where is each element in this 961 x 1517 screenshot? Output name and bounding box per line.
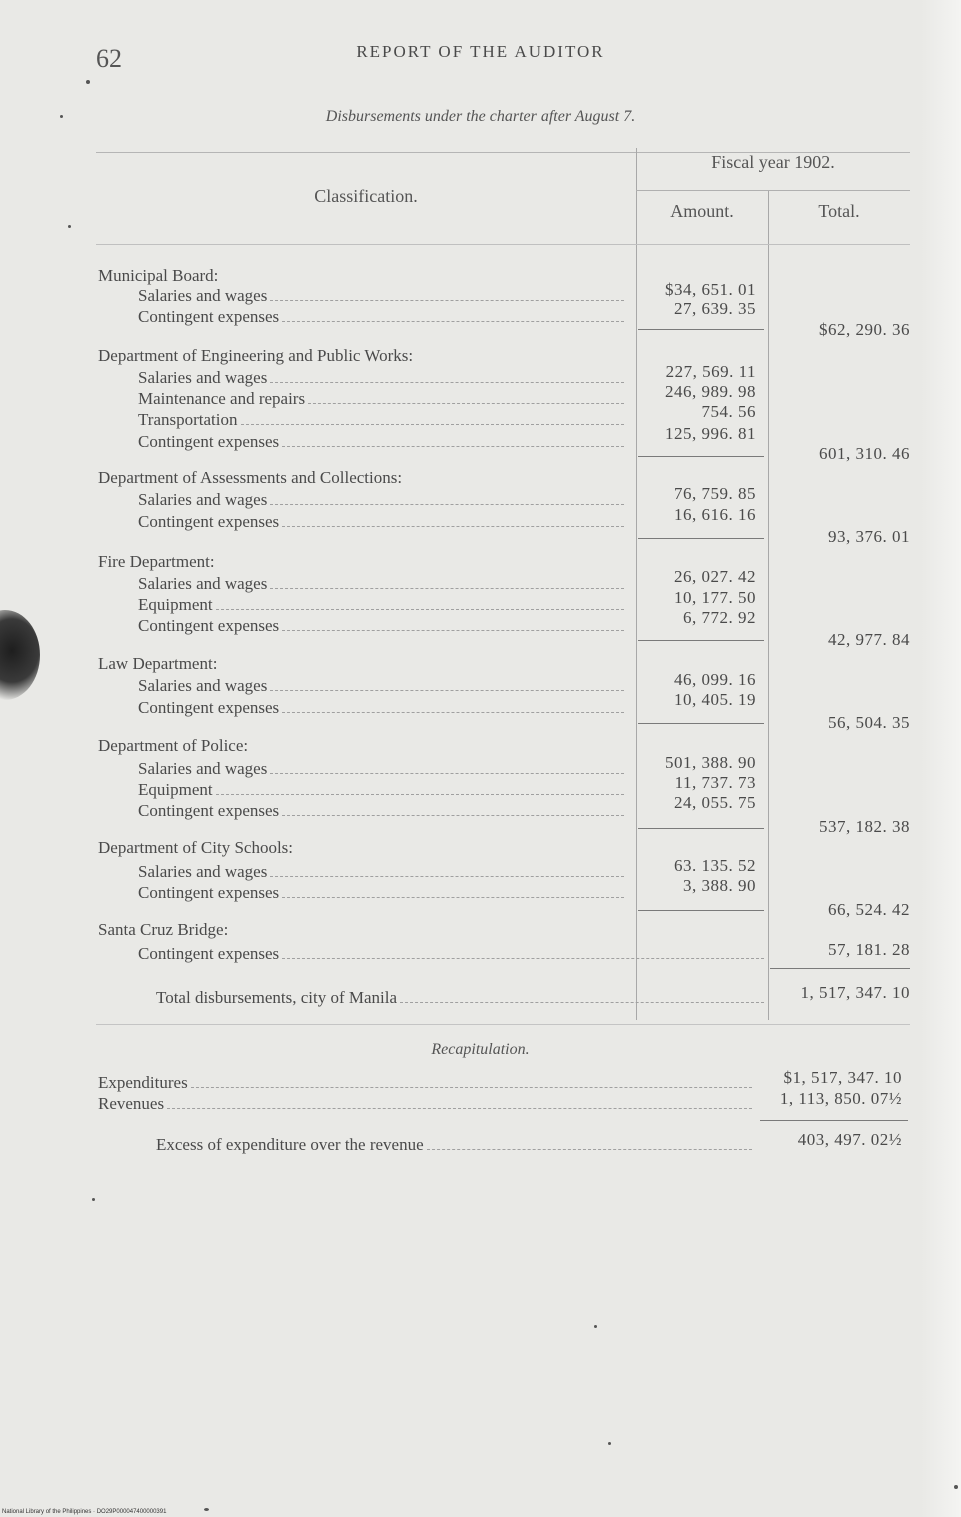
scan-speck: [68, 225, 71, 228]
dot-leader: [282, 630, 624, 631]
group-title: Department of Engineering and Public Works:: [98, 346, 414, 365]
scan-speck: [204, 1508, 209, 1511]
dot-leader: [282, 321, 624, 322]
scan-smudge: [0, 610, 40, 700]
group-title: Department of Assessments and Collections:: [98, 468, 403, 487]
line-item: [138, 572, 624, 594]
item-label: Contingent expenses: [138, 698, 280, 717]
page-number: 62: [96, 44, 122, 73]
item-amount: 26, 027. 42: [674, 567, 756, 586]
item-amount: 16, 616. 16: [674, 505, 756, 524]
item-amount: 27, 639. 35: [674, 299, 756, 318]
item-label: Salaries and wages: [138, 490, 268, 509]
dot-leader: [400, 1002, 764, 1003]
table-caption: Disbursements under the charter after August 7.: [325, 108, 636, 125]
item-amount: 76, 759. 85: [674, 484, 756, 503]
item-label: Equipment: [138, 595, 213, 614]
dot-leader: [167, 1108, 752, 1109]
item-label: Transportation: [138, 410, 238, 429]
dot-leader: [270, 773, 624, 774]
dot-leader: [282, 526, 624, 527]
line-item: [138, 366, 624, 388]
subtotal-rule: [638, 723, 764, 724]
header-total: Total.: [818, 201, 860, 221]
group-title: Municipal Board:: [98, 266, 219, 285]
grand-total-label: Total disbursements, city of Manila: [156, 988, 398, 1007]
item-label: Salaries and wages: [138, 574, 268, 593]
item-amount: 10, 405. 19: [674, 690, 756, 709]
page-edge-shading: [921, 0, 961, 1517]
line-item: [138, 674, 624, 696]
subtotal-rule: [638, 640, 764, 641]
item-label: Maintenance and repairs: [138, 389, 306, 408]
line-item: [138, 778, 624, 800]
item-amount: 63. 135. 52: [674, 856, 756, 875]
scan-speck: [60, 115, 63, 118]
scan-speck: [92, 1198, 95, 1201]
line-item: [138, 510, 624, 532]
item-label: Contingent expenses: [138, 883, 280, 902]
item-amount: 24, 055. 75: [674, 793, 756, 812]
dot-leader: [270, 690, 624, 691]
line-item: [138, 488, 624, 510]
scan-speck: [594, 1325, 597, 1328]
item-amount: 125, 996. 81: [665, 424, 756, 443]
subtotal-rule: [638, 828, 764, 829]
dot-leader: [241, 424, 625, 425]
group-total: 56, 504. 35: [828, 713, 910, 732]
item-amount: 246, 989. 98: [665, 382, 756, 401]
excess-value: 403, 497. 02½: [797, 1130, 902, 1149]
item-label: Salaries and wages: [138, 368, 268, 387]
item-amount: 3, 388. 90: [683, 876, 756, 895]
item-amount: 11, 737. 73: [674, 773, 756, 792]
item-label: Contingent expenses: [138, 944, 280, 963]
dot-leader: [282, 897, 624, 898]
group-title: Santa Cruz Bridge:: [98, 920, 229, 939]
group-total: 93, 376. 01: [828, 527, 910, 546]
scan-speck: [608, 1442, 611, 1445]
line-item: [138, 284, 624, 306]
recap-title: Recapitulation.: [431, 1041, 530, 1058]
dot-leader: [191, 1087, 752, 1088]
header-bottom-rule: [96, 244, 910, 245]
line-item: [138, 305, 624, 327]
grand-total-value: 1, 517, 347. 10: [800, 983, 910, 1002]
item-amount: $34, 651. 01: [665, 280, 756, 299]
group-total: $62, 290. 36: [819, 320, 910, 339]
dot-leader: [216, 794, 624, 795]
item-amount: 10, 177. 50: [674, 588, 756, 607]
recap-value: $1, 517, 347. 10: [783, 1068, 902, 1087]
item-amount: 754. 56: [701, 402, 756, 421]
subtotal-rule: [638, 456, 764, 457]
line-item: [138, 860, 624, 882]
header-amount: Amount.: [670, 201, 734, 221]
recap-row: [98, 1071, 752, 1093]
subtotal-rule: [638, 538, 764, 539]
table-bottom-rule: [96, 1024, 910, 1025]
item-label: Salaries and wages: [138, 862, 268, 881]
group-title: Department of Police:: [98, 736, 249, 755]
subtotal-rule: [638, 329, 764, 330]
recap-label: Expenditures: [98, 1073, 188, 1092]
running-head: REPORT OF THE AUDITOR: [356, 42, 605, 61]
fiscal-year-rule: [636, 190, 910, 191]
excess-label: Excess of expenditure over the revenue: [156, 1135, 424, 1154]
group-title: Department of City Schools:: [98, 838, 294, 857]
item-label: Equipment: [138, 780, 213, 799]
dot-leader: [282, 446, 624, 447]
footer-credit: National Library of the Philippines · DO29P000047400000391: [2, 1509, 167, 1515]
item-label: Contingent expenses: [138, 616, 280, 635]
recap-sum-rule: [760, 1120, 908, 1121]
recap-label: Revenues: [98, 1094, 165, 1113]
grand-total-row: [156, 986, 764, 1008]
item-amount: 6, 772. 92: [683, 608, 756, 627]
line-item: [138, 387, 624, 409]
group-total: 42, 977. 84: [828, 630, 910, 649]
dot-leader: [270, 588, 624, 589]
excess-row: [156, 1133, 752, 1155]
item-label: Salaries and wages: [138, 676, 268, 695]
dot-leader: [270, 876, 624, 877]
dot-leader: [282, 958, 764, 959]
item-label: Salaries and wages: [138, 286, 268, 305]
item-label: Contingent expenses: [138, 307, 280, 326]
dot-leader: [282, 712, 624, 713]
item-label: Salaries and wages: [138, 759, 268, 778]
group-total: 66, 524. 42: [828, 900, 910, 919]
grand-total-rule: [770, 968, 910, 969]
line-item: [138, 799, 624, 821]
recap-value: 1, 113, 850. 07½: [779, 1089, 902, 1108]
scan-speck: [954, 1485, 958, 1489]
dot-leader: [270, 300, 624, 301]
line-item: [138, 593, 624, 615]
item-label: Contingent expenses: [138, 801, 280, 820]
item-amount: 501, 388. 90: [665, 753, 756, 772]
dot-leader: [216, 609, 624, 610]
dot-leader: [282, 815, 624, 816]
item-label: Contingent expenses: [138, 432, 280, 451]
line-item: [138, 430, 624, 452]
group-total: 601, 310. 46: [819, 444, 910, 463]
line-item: [138, 408, 624, 430]
subtotal-rule: [638, 910, 764, 911]
line-item: [138, 942, 764, 964]
dot-leader: [270, 382, 624, 383]
item-label: Contingent expenses: [138, 512, 280, 531]
line-item: [138, 881, 624, 903]
group-total: 537, 182. 38: [819, 817, 910, 836]
group-title: Law Department:: [98, 654, 218, 673]
header-fiscal-year: Fiscal year 1902.: [711, 152, 835, 172]
line-item: [138, 696, 624, 718]
dot-leader: [427, 1149, 752, 1150]
group-title: Fire Department:: [98, 552, 215, 571]
line-item: [138, 614, 624, 636]
column-divider-amount: [768, 190, 769, 1020]
item-amount: 227, 569. 11: [665, 362, 756, 381]
scan-speck: [86, 80, 90, 84]
item-amount: 46, 099. 16: [674, 670, 756, 689]
dot-leader: [270, 504, 624, 505]
group-total: 57, 181. 28: [828, 940, 910, 959]
header-classification: Classification.: [314, 186, 418, 206]
line-item: [138, 757, 624, 779]
dot-leader: [308, 403, 624, 404]
recap-row: [98, 1092, 752, 1114]
